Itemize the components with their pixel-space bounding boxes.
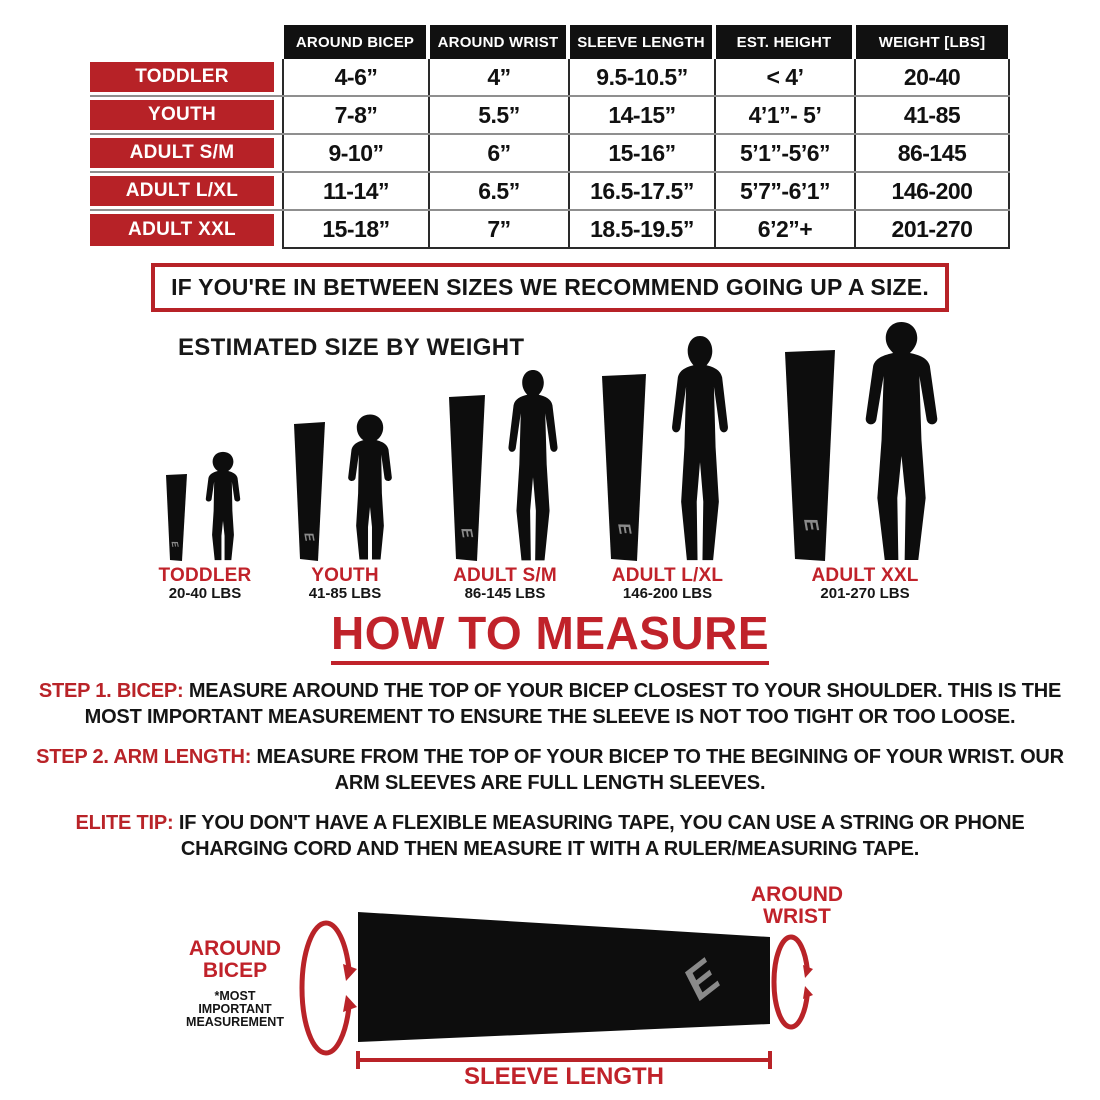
person-silhouette-adult-xxl [849,322,954,562]
table-row-adult-lxl [90,173,1010,211]
bicep-loop-arrowhead-bottom [343,995,357,1012]
estimated-size-heading: ESTIMATED SIZE BY WEIGHT [178,334,525,361]
row-label: YOUTH [90,100,274,130]
size-group-name: ADULT XXL [811,564,919,586]
table-row-adult-sm [90,135,1010,173]
elite-tip-lead: ELITE TIP: [75,812,174,835]
cell-around-wrist: 5.5” [428,97,568,133]
person-silhouette-youth [337,412,403,562]
around-bicep-label: AROUND BICEP [188,936,282,982]
silhouette-pair [288,412,403,562]
row-label: ADULT L/XL [90,176,274,206]
size-group-adult-lxl [590,336,745,602]
arm-sleeve-icon [776,350,842,562]
step-2-text: MEASURE FROM THE TOP OF YOUR BICEP TO THE BEGINING OF YOUR WRIST. OUR ARM SLEEVES ARE FULL LENGTH SLEEVES. [256,746,1064,794]
cell-sleeve-length: 9.5-10.5” [568,59,714,95]
silhouette-pair [442,370,569,562]
step-1-bicep [25,679,1075,730]
bicep-loop-icon [302,923,350,1053]
step-1-text: MEASURE AROUND THE TOP OF YOUR BICEP CLOSEST TO YOUR SHOULDER. THIS IS THE MOST IMPORTANT MEASUREMENT TO ENSURE THE SLEEVE IS NOT TOO TIGHT OR TOO LOOSE. [84,680,1062,728]
cell-around-bicep: 15-18” [282,211,428,249]
table-header-row [90,25,1010,59]
cell-weight: 146-200 [854,173,1010,209]
silhouette-pair [162,450,249,562]
cell-est-height: 4’1”- 5’ [714,97,854,133]
size-group-adult-sm [435,370,575,602]
cell-around-bicep: 11-14” [282,173,428,209]
between-sizes-banner: IF YOU'RE IN BETWEEN SIZES WE RECOMMEND GOING UP A SIZE. [151,263,949,312]
column-header-around-wrist: AROUND WRIST [430,25,566,59]
arm-sleeve-icon [594,374,652,562]
cell-around-bicep: 7-8” [282,97,428,133]
silhouette-pair [594,336,741,562]
table-row-toddler [90,59,1010,97]
cell-est-height: 5’7”-6’1” [714,173,854,209]
cell-est-height: 6’2”+ [714,211,854,249]
size-group-name: ADULT S/M [453,564,557,586]
measurement-diagram [0,878,1100,1100]
size-group-name: TODDLER [158,564,252,586]
table-row-youth [90,97,1010,135]
size-group-weight: 41-85 LBS [308,584,382,602]
size-group-weight: 146-200 LBS [622,584,713,602]
cell-sleeve-length: 15-16” [568,135,714,171]
cell-around-wrist: 6.5” [428,173,568,209]
silhouette-pair [776,322,954,562]
size-group-name: YOUTH [311,564,379,586]
estimated-size-section [0,322,1100,602]
cell-sleeve-length: 18.5-19.5” [568,211,714,249]
column-header-sleeve-length: SLEEVE LENGTH [570,25,712,59]
arm-sleeve-icon [162,474,190,562]
cell-est-height: 5’1”-5’6” [714,135,854,171]
arm-sleeve-icon [442,395,490,562]
header-spacer [90,25,282,59]
step-2-arm-length [25,745,1075,796]
elite-tip [25,811,1075,862]
column-header-around-bicep: AROUND BICEP [284,25,426,59]
row-label: TODDLER [90,62,274,92]
size-group-weight: 86-145 LBS [464,584,546,602]
person-silhouette-toddler [197,450,249,562]
column-header-weight: WEIGHT [LBS] [856,25,1008,59]
step-1-lead: STEP 1. BICEP: [38,680,184,702]
size-group-adult-xxl [770,322,960,602]
arm-sleeve-icon [288,422,330,562]
table-row-adult-xxl [90,211,1010,249]
cell-around-wrist: 4” [428,59,568,95]
svg-text:E: E [799,516,822,533]
cell-est-height: < 4’ [714,59,854,95]
around-wrist-label: AROUND WRIST [750,882,844,928]
cell-weight: 20-40 [854,59,1010,95]
size-chart-table [90,25,1010,249]
size-group-toddler [150,450,260,602]
sleeve-logo-letter: E [673,949,730,1010]
column-header-est-height: EST. HEIGHT [716,25,852,59]
row-label: ADULT S/M [90,138,274,168]
cell-around-wrist: 6” [428,135,568,171]
svg-text:E: E [169,539,180,548]
sleeve-length-label: SLEEVE LENGTH [463,1062,665,1090]
how-to-measure-heading: HOW TO MEASURE [331,606,769,665]
cell-weight: 41-85 [854,97,1010,133]
svg-text:E: E [614,521,635,536]
elite-tip-text: IF YOU DON'T HAVE A FLEXIBLE MEASURING TAPE, YOU CAN USE A STRING OR PHONE CHARGING CORD AND THEN MEASURE IT WITH A RULER/MEASURING TAPE. [178,812,1025,860]
cell-weight: 86-145 [854,135,1010,171]
cell-around-bicep: 4-6” [282,59,428,95]
person-silhouette-adult-lxl [659,336,741,562]
most-important-note: *MOST IMPORTANT MEASUREMENT [186,988,284,1029]
cell-sleeve-length: 16.5-17.5” [568,173,714,209]
size-group-name: ADULT L/XL [611,564,724,586]
wrist-loop-icon [774,937,808,1027]
size-group-weight: 20-40 LBS [168,584,242,602]
step-2-lead: STEP 2. ARM LENGTH: [36,746,252,769]
bicep-loop-arrowhead-top [343,964,357,981]
size-group-youth [280,412,410,602]
svg-text:E: E [456,526,476,539]
cell-weight: 201-270 [854,211,1010,249]
cell-around-wrist: 7” [428,211,568,249]
svg-text:E: E [300,530,318,543]
cell-around-bicep: 9-10” [282,135,428,171]
cell-sleeve-length: 14-15” [568,97,714,133]
person-silhouette-adult-sm [497,370,569,562]
size-group-weight: 201-270 LBS [820,584,910,602]
row-label: ADULT XXL [90,214,274,246]
